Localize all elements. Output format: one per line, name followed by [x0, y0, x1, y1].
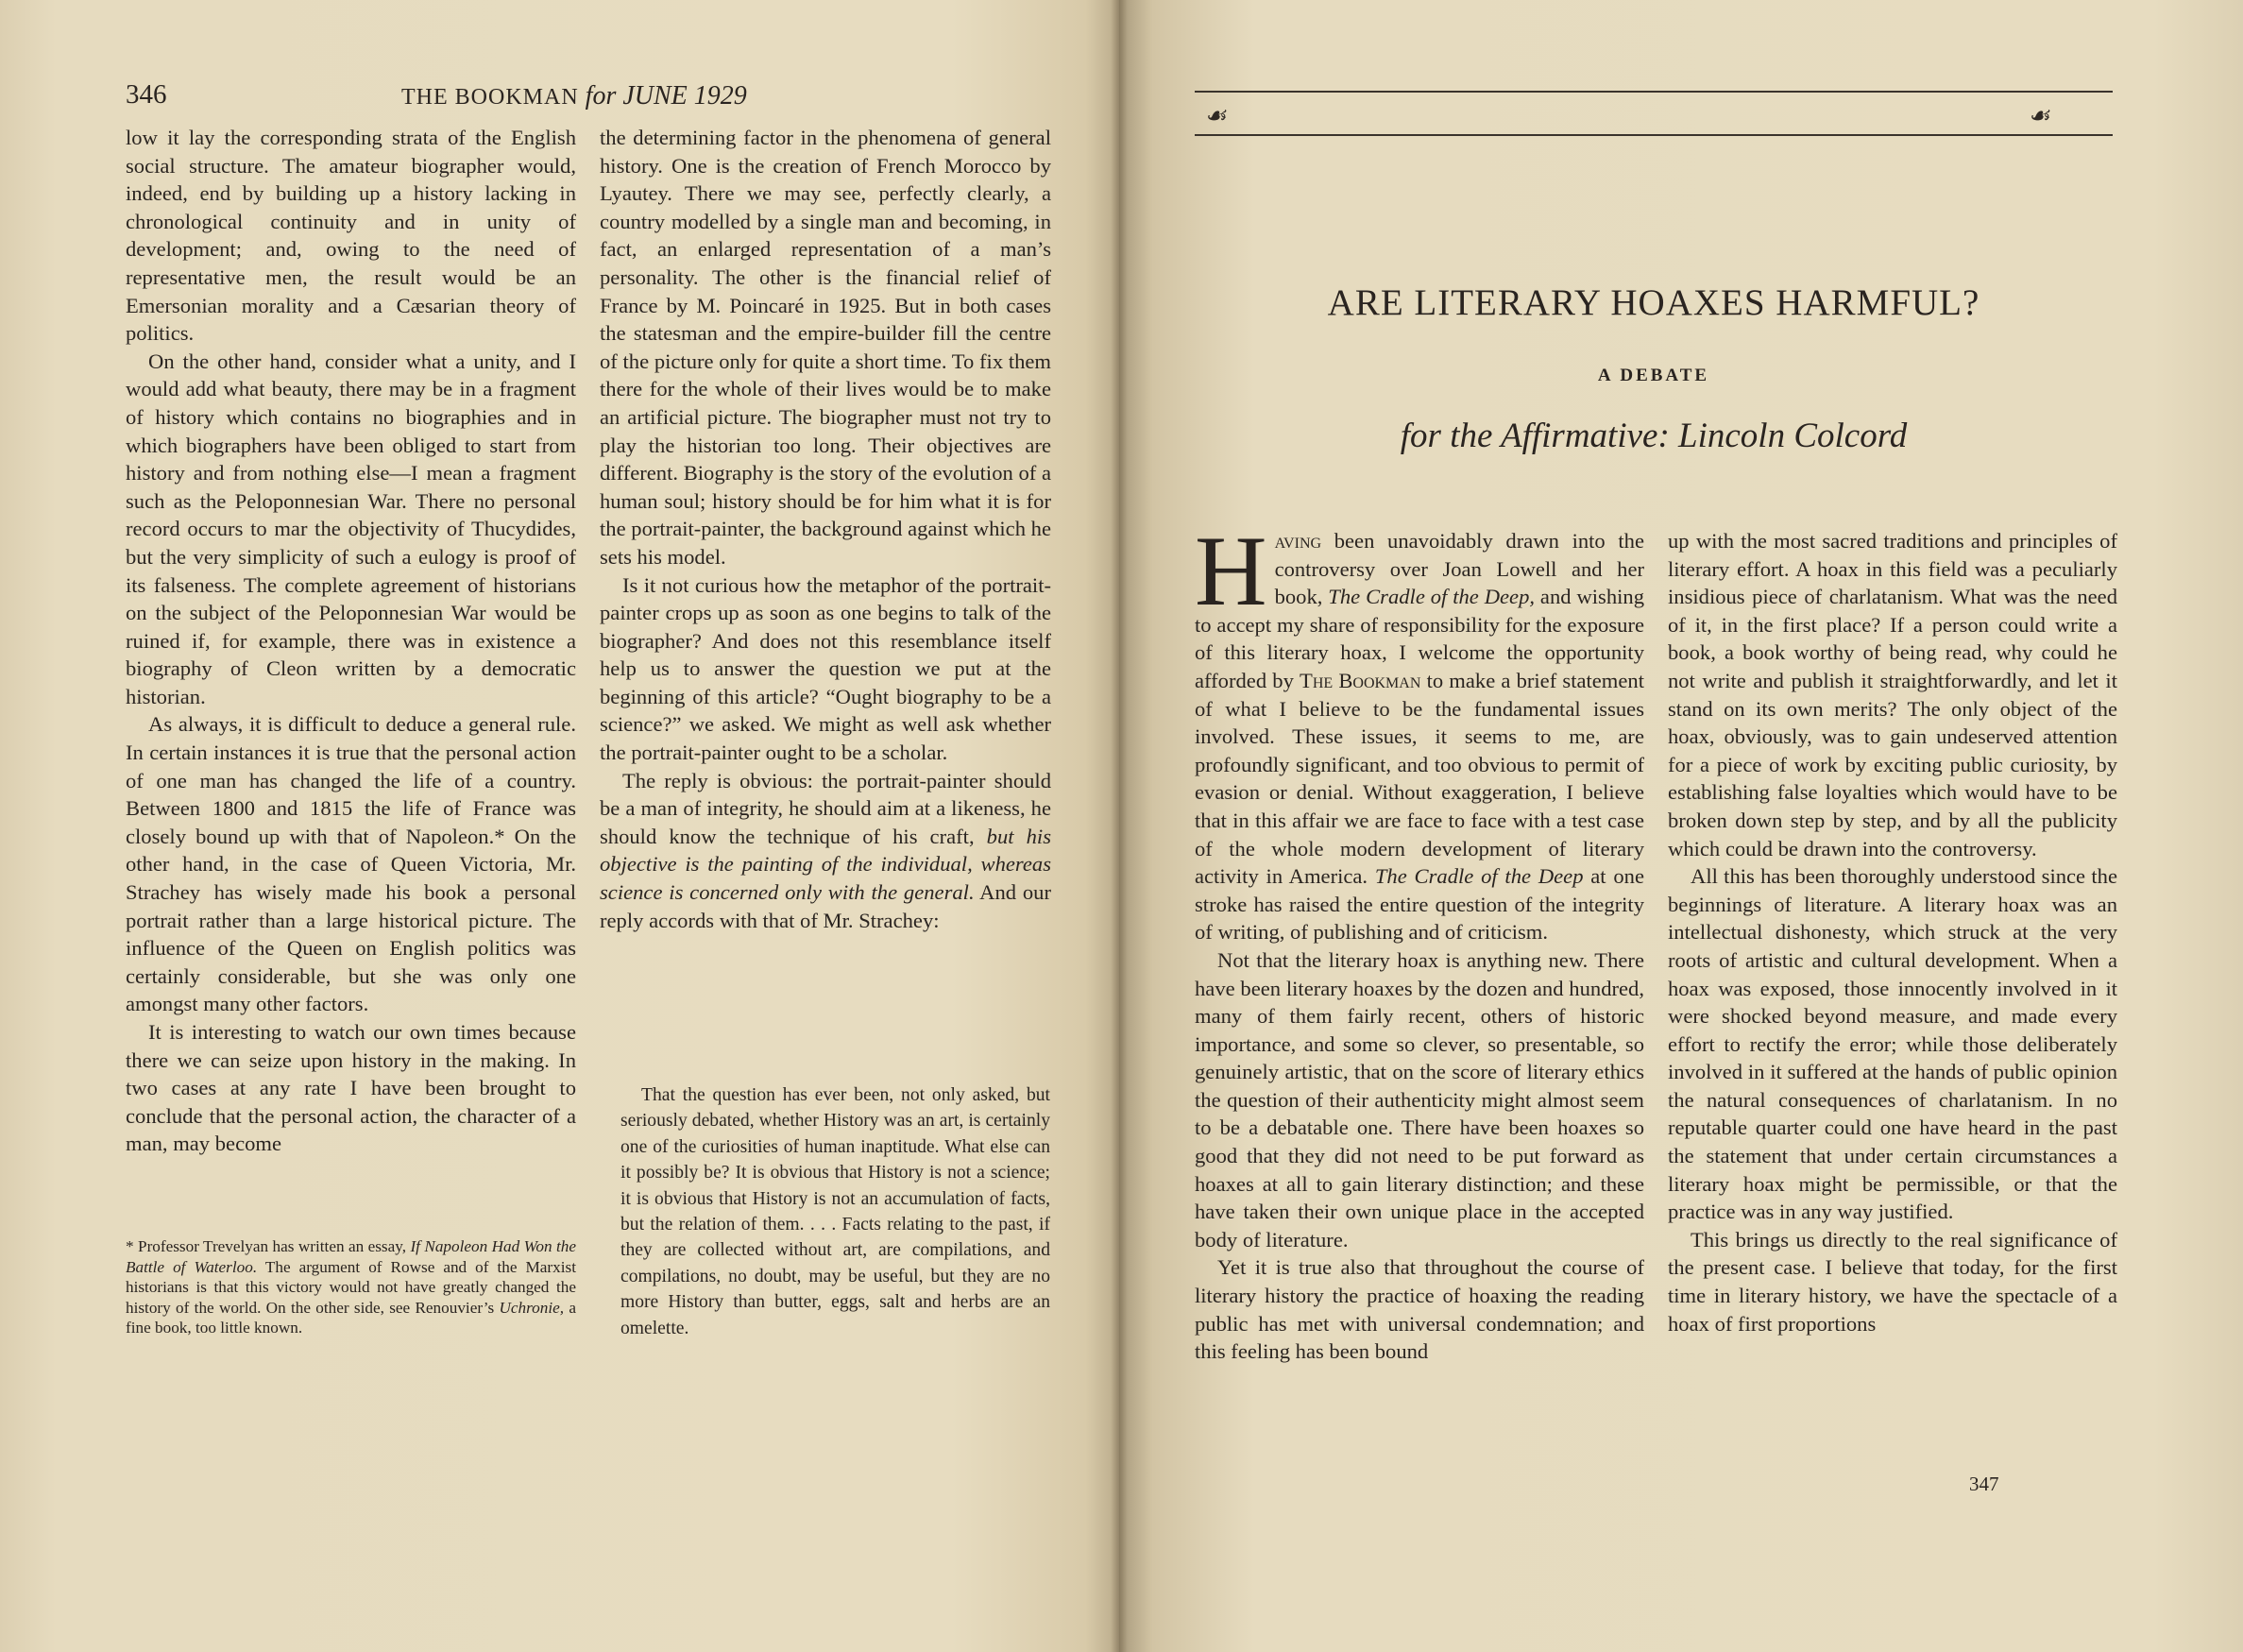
paragraph: low it lay the corresponding strata of the English social structure. The amateur biographer would, indeed, end by building up a history lacking in chronological continuity and in unity of development; and, owing to the need of representative men, the result would be an Emersonian morality and a Cæsarian theory of politics. [126, 126, 576, 346]
paragraph: As always, it is difficult to deduce a general rule. In certain instances it is true that the personal action of one man has changed the life of a country. Between 1800 and 1815 the life of France was closely bound up with that of Napoleon.* On the other hand, in the case of Queen Victoria, Mr. Strachey has wisely made his book a personal portrait rather than a large historical picture. The influence of the Queen on English politics was certainly considerable, but she was only one amongst many other factors. [126, 712, 576, 1016]
footnote-book-title: Uchronie, [499, 1298, 565, 1317]
left-column-2 [600, 124, 1051, 934]
footnote [126, 1236, 576, 1338]
small-caps-text: aving [1274, 529, 1322, 553]
block-quote [620, 1082, 1050, 1341]
left-page-header [126, 79, 1051, 117]
ornament-icon: ☙ [2028, 102, 2050, 129]
article-kicker: A DEBATE [1597, 366, 1710, 385]
paragraph: up with the most sacred traditions and principles of literary effort. A hoax in this field was a peculiarly insidious piece of charlatanism. What was the need of it, in the first place? If a person could write a book, a book worthy of being read, why could he not write and publish it straightforwardly, and let it stand on its own merits? The only object of the hoax, obviously, was to gain undeserved attention for a piece of work by exciting public curiosity, by establishing false loyalties which would have to be broken down step by step, and by all the publicity which could be drawn into the controversy. [1668, 529, 2117, 860]
footnote-text: * Professor Trevelyan has written an essay, [126, 1237, 411, 1255]
paragraph [600, 767, 1051, 935]
book-title: The Cradle of the Deep [1374, 864, 1584, 889]
paragraph: the determining factor in the phenomena of general history. One is the creation of French Morocco by Lyautey. There we may see, perfectly clearly, a country modelled by a single man and becoming, in fact, an enlarged representation of a man’s personality. The other is the financial relief of France by M. Poincaré in 1925. But in both cases the statesman and the empire-builder fill the centre of the picture only for quite a short time. To fix them there for the whole of their lives would be to make an artificial picture. The biographer must not try to play the historian too long. Their objectives are different. Biography is the story of the evolution of a human soul; history should be for him what it is for the portrait-painter, the background against which he sets his model. [600, 126, 1051, 569]
drop-cap: H [1195, 516, 1267, 626]
header-rule-bottom [1195, 134, 2113, 136]
book-title: The Cradle of the Deep, [1328, 585, 1536, 609]
paragraph: This brings us directly to the real significance of the present case. I believe that today, for the first time in literary history, we have the spectacle of a hoax of first proportions [1668, 1227, 2117, 1336]
paragraph-text: And our reply accords with that of Mr. Strachey: [600, 880, 1051, 932]
right-column-2 [1668, 527, 2117, 1337]
page-number-left: 346 [126, 79, 167, 110]
left-page [0, 0, 1119, 1652]
paragraph: It is interesting to watch our own times because there we can seize upon history in the making. In two cases at any rate I have been brought to conclude that the personal action, the character of a man, may become [126, 1020, 576, 1156]
paragraph-text: at one stroke has raised the entire question of the integrity of writing, of publishing and of criticism. [1195, 864, 1644, 945]
paragraph: All this has been thoroughly understood since the beginnings of literature. A literary hoax was an intellectual dishonesty, which struck at the very roots of artistic and cultural development. When a hoax was exposed, those innocently involved in it were shocked beyond measure, and made every effort to rectify the error; while those deliberately involved in it suffered at the hands of public opinion the natural consequences of charlatanism. In no reputable quarter could one have heard in the past the statement that under certain circumstances a literary hoax might be permissible, or that the practice was in any way justified. [1668, 864, 2117, 1224]
running-head [401, 81, 747, 111]
right-column-1 [1195, 516, 1644, 1366]
paragraph-text: to make a brief statement of what I believe to be the fundamental issues involved. These issues, it seems to me, are profoundly significant, and too obvious to permit of evasion or denial. Without exaggeration, I believe that in this affair we are face to face with a test case of the whole modern development of literary activity in America. [1195, 668, 1644, 889]
paragraph: On the other hand, consider what a unity, and I would add what beauty, there may be in a fragment of history which contains no biographies and in which biographers have been obliged to start from history and from nothing else—I mean a fragment such as the Peloponnesian War. There no personal record occurs to mar the objectivity of Thucydides, but the very simplicity of such a eulogy is proof of its falseness. The complete agreement of historians on the subject of the Peloponnesian War would be ruined if, for example, there was in existence a biography of Cleon written by a democratic historian. [126, 349, 576, 708]
magazine-name: The Bookman [1300, 668, 1421, 692]
running-head-magazine: THE BOOKMAN [401, 85, 579, 110]
emphasis-text: but his objective is the painting of the individual, whereas science is concerned only with the general. [600, 824, 1051, 905]
article-title: ARE LITERARY HOAXES HARMFUL? [1327, 282, 1980, 323]
running-head-issue: for JUNE 1929 [585, 81, 747, 111]
quote-text: That the question has ever been, not only asked, but seriously debated, whether History was an art, is certainly one of the curiosities of human inaptitude. What else can it possibly be? It is obvious that History is not a science; it is obvious that History is not an accumulation of facts, but the relation of them. . . . Facts relating to the past, if they are collected without art, are compilations, and compilations, no doubt, may be useful, but they are no more History than butter, eggs, salt and herbs are an omelette. [620, 1085, 1050, 1338]
paragraph-text: and wishing to accept my share of responsibility for the exposure of this literary hoax, I welcome the opportunity afforded by [1195, 585, 1644, 692]
paragraph: Yet it is true also that throughout the course of literary history the practice of hoaxing the reading public has met with universal condemnation; and this feeling has been bound [1195, 1255, 1644, 1364]
footnote-essay-title: If Napoleon Had Won the Battle of Waterloo. [126, 1237, 576, 1276]
opening-paragraph [1195, 516, 1644, 946]
footnote-text: a fine book, too little known. [126, 1298, 576, 1337]
ornament-icon: ☙ [1204, 102, 1227, 129]
left-column-1 [126, 124, 576, 1158]
paragraph: Is it not curious how the metaphor of the portrait-painter crops up as soon as one begins to talk of the biographer? And does not this resemblance itself help us to answer the question we put at the beginning of this article? “Ought biography to be a science?” we asked. We might as well ask whether the portrait-painter ought to be a scholar. [600, 572, 1051, 765]
article-byline: for the Affirmative: Lincoln Colcord [1400, 417, 1908, 455]
page-number-right: 347 [1969, 1473, 1999, 1495]
book-spine-shadow [1111, 0, 1128, 1652]
paragraph: Not that the literary hoax is anything new. There have been literary hoaxes by the dozen and hundred, many of them fairly recent, others of historic importance, and some so clever, so presentable, so genuinely artistic, that on the score of literary ethics the question of their authenticity might almost seem to be a debatable one. There have been hoaxes so good that they did not need to be put forward as hoaxes at all to gain literary distinction; and these have taken their own unique place in the accepted body of literature. [1195, 947, 1644, 1252]
footnote-text: The argument of Rowse and of the Marxist historians is that this victory would not have greatly changed the history of the world. On the other side, see Renouvier’s [126, 1257, 576, 1317]
paragraph-text: The reply is obvious: the portrait-painter should be a man of integrity, he should aim at a likeness, he should know the technique of his craft, [600, 768, 1051, 848]
paragraph-text: been unavoidably drawn into the controversy over Joan Lowell and her book, [1274, 529, 1644, 609]
header-rule-top [1195, 91, 2113, 93]
